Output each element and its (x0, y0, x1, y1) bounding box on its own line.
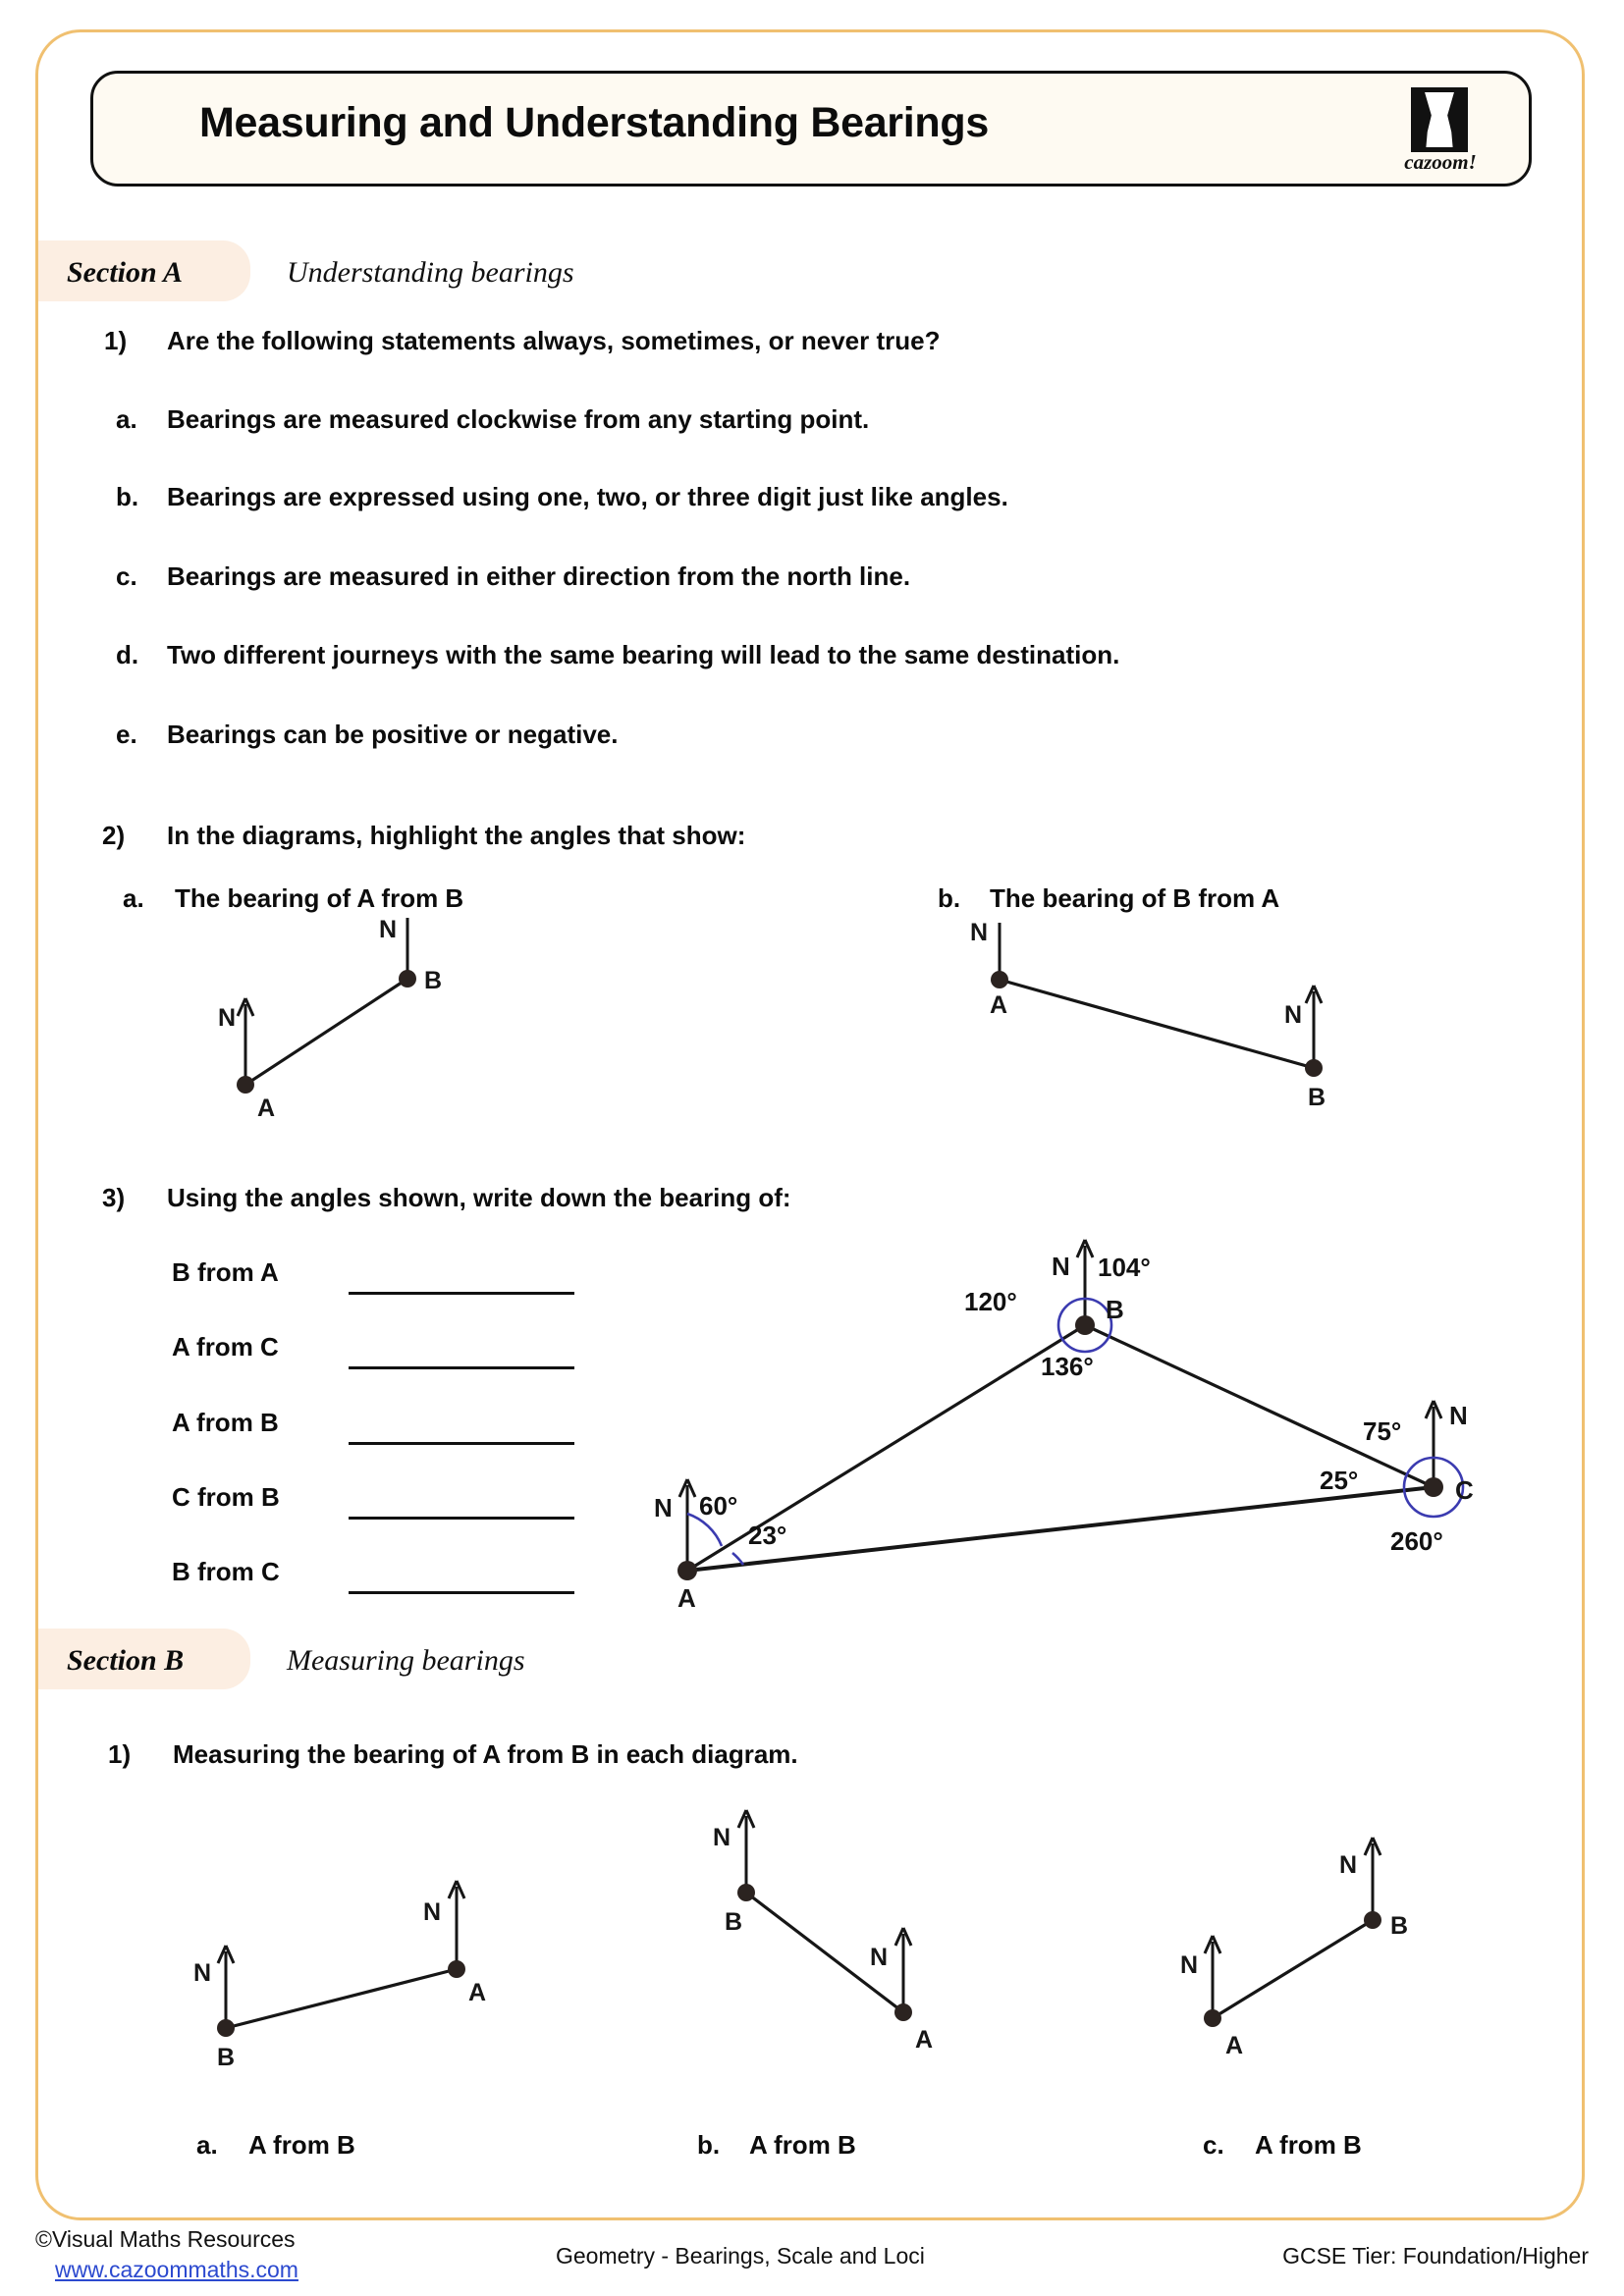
sb-diagram-b (687, 1806, 1060, 2115)
q2b-north-label-left: N (970, 923, 989, 946)
triangle-north-label-a: N (654, 1493, 673, 1522)
q1-item-b-text: Bearings are expressed using one, two, or three digit just like angles. (167, 482, 1008, 511)
sb-diagram-c (1159, 1826, 1532, 2115)
q3-number: 3) (102, 1183, 126, 1212)
page-title: Measuring and Understanding Bearings (199, 99, 989, 146)
sb-caption-c-text: A from B (1255, 2130, 1362, 2160)
q3-row-3-answer-line[interactable] (349, 1517, 574, 1520)
q1-item-e-letter: e. (116, 720, 137, 749)
q2-item-a-text: The bearing of A from B (175, 883, 464, 913)
sb-b-north-label-bottom: N (870, 1944, 889, 1971)
q3-text: Using the angles shown, write down the bearing of: (167, 1183, 791, 1212)
triangle-angle-60: 60° (699, 1491, 738, 1521)
footer-copyright: ©Visual Maths Resources (35, 2226, 296, 2252)
title-box (90, 71, 1532, 187)
triangle-angle-136: 136° (1041, 1352, 1094, 1381)
triangle-angle-260: 260° (1390, 1526, 1443, 1556)
sb-c-point-a-label: A (1225, 2032, 1244, 2059)
section-b-subtitle: Measuring bearings (287, 1644, 525, 1677)
q2-diagram-a (177, 918, 569, 1148)
sb-a-north-label-right: N (423, 1898, 442, 1926)
sb-a-north-label-left: N (193, 1959, 212, 1987)
sb-a-point-b-label: B (217, 2044, 236, 2071)
sb-caption-b-text: A from B (749, 2130, 856, 2160)
q2-item-b-letter: b. (938, 883, 961, 913)
footer-website-link[interactable]: www.cazoommaths.com (55, 2257, 298, 2282)
triangle-point-b-label: B (1106, 1295, 1124, 1324)
q2a-north-label-left: N (218, 1004, 237, 1032)
logo-wordmark: cazoom! (1404, 150, 1477, 174)
q1-item-e-text: Bearings can be positive or negative. (167, 720, 619, 749)
triangle-angle-23: 23° (748, 1521, 787, 1550)
triangle-point-c-label: C (1455, 1475, 1474, 1505)
sb-c-north-label-right: N (1339, 1851, 1358, 1879)
q3-row-1-label: A from C (172, 1332, 279, 1362)
triangle-angle-75: 75° (1363, 1416, 1402, 1446)
section-a-subtitle: Understanding bearings (287, 256, 574, 289)
sb-c-north-label-left: N (1180, 1951, 1199, 1979)
sb-caption-c-letter: c. (1203, 2130, 1224, 2160)
sb-caption-a-text: A from B (248, 2130, 355, 2160)
q1-item-b-letter: b. (116, 482, 139, 511)
q1-item-a-text: Bearings are measured clockwise from any starting point. (167, 404, 870, 434)
sb-b-point-a-label: A (915, 2026, 934, 2054)
q2-item-a-letter: a. (123, 883, 144, 913)
triangle-north-label-b: N (1052, 1252, 1070, 1281)
q1-item-c-letter: c. (116, 561, 137, 591)
sb-b-point-b-label: B (725, 1908, 743, 1936)
q1-text: Are the following statements always, sometimes, or never true? (167, 326, 941, 355)
q2-diagram-b (943, 923, 1394, 1153)
sb-b-north-label-top: N (713, 1824, 731, 1851)
sb-q1-text: Measuring the bearing of A from B in each diagram. (173, 1739, 798, 1769)
arc-23 (732, 1553, 743, 1565)
q2a-north-label-right: N (379, 918, 398, 943)
q3-row-0-label: B from A (172, 1257, 279, 1287)
sb-a-point-a-label: A (468, 1979, 487, 2006)
q3-row-2-label: A from B (172, 1408, 279, 1437)
sb-caption-b-letter: b. (697, 2130, 721, 2160)
q2-text: In the diagrams, highlight the angles that show: (167, 821, 746, 850)
triangle-angle-25: 25° (1320, 1466, 1359, 1495)
q2b-north-label-right: N (1284, 1001, 1303, 1029)
footer-tier: GCSE Tier: Foundation/Higher (1282, 2243, 1589, 2269)
triangle-angle-104: 104° (1098, 1253, 1151, 1282)
triangle-point-a-label: A (677, 1583, 696, 1610)
q1-item-d-letter: d. (116, 640, 139, 669)
sb-caption-a-letter: a. (196, 2130, 218, 2160)
q2a-point-a-label: A (257, 1095, 276, 1122)
q2a-point-b-label: B (424, 967, 443, 994)
q3-row-2-answer-line[interactable] (349, 1442, 574, 1445)
section-b-name: Section B (67, 1644, 185, 1677)
q1-item-d-text: Two different journeys with the same bearing will lead to the same destination. (167, 640, 1120, 669)
q1-item-c-text: Bearings are measured in either direction from the north line. (167, 561, 911, 591)
q2b-point-a-label: A (990, 991, 1008, 1019)
section-a-name: Section A (67, 256, 184, 289)
q1-number: 1) (104, 326, 128, 355)
q3-row-0-answer-line[interactable] (349, 1292, 574, 1295)
hourglass-icon (1423, 92, 1456, 147)
q3-row-4-answer-line[interactable] (349, 1591, 574, 1594)
triangle-north-label-c: N (1449, 1401, 1468, 1430)
sb-c-point-b-label: B (1390, 1912, 1409, 1940)
q3-row-1-answer-line[interactable] (349, 1366, 574, 1369)
q2-number: 2) (102, 821, 126, 850)
logo-icon (1411, 87, 1468, 152)
sb-diagram-a (162, 1826, 574, 2115)
q2-item-b-text: The bearing of B from A (990, 883, 1280, 913)
q2b-point-b-label: B (1308, 1084, 1326, 1111)
q3-row-4-label: B from C (172, 1557, 280, 1586)
triangle-angle-120: 120° (964, 1287, 1017, 1316)
q3-triangle-diagram (638, 1232, 1551, 1615)
sb-q1-number: 1) (108, 1739, 132, 1769)
footer-topic: Geometry - Bearings, Scale and Loci (556, 2243, 925, 2269)
q1-item-a-letter: a. (116, 404, 137, 434)
cazoom-logo (1393, 87, 1488, 178)
q3-row-3-label: C from B (172, 1482, 280, 1512)
